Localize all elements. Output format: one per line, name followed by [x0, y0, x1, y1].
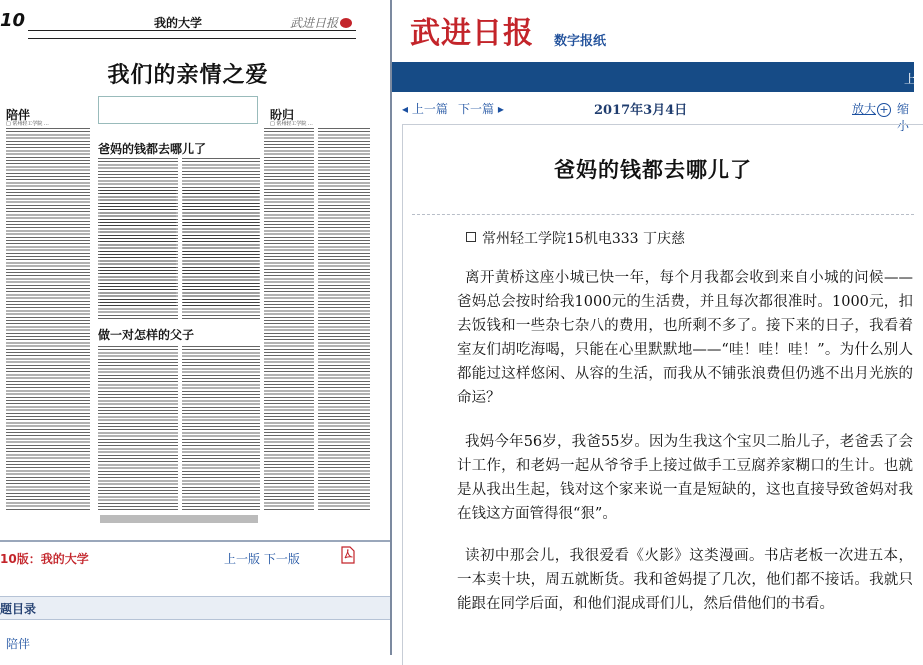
page-number: 10: [0, 10, 26, 31]
page-navigation: [0, 544, 390, 574]
masthead-small: [290, 14, 352, 31]
page-top-rule-2: [28, 38, 356, 39]
column-byline-peiban: □ 常州轻工学院 …: [6, 121, 49, 127]
newspaper-page-image[interactable]: [0, 0, 376, 540]
article-text-money-d: [183, 190, 259, 306]
pdf-icon[interactable]: [339, 546, 357, 564]
masthead-dot-icon: [340, 18, 352, 28]
page-section-title: 我的大学: [154, 16, 203, 30]
masthead-small-text: 武进日报: [290, 16, 339, 30]
column-text-pangui-a: [264, 128, 314, 512]
article-paragraph: 离开黄桥这座小城已快一年，每个月我都会收到来自小城的问候——爸妈总会按时给我1000元的生活费，并且每次都很准时。1000元，扣去饭钱和一些杂七杂八的费用，也所剩不多了。接下来的日子，我看着室友们胡吃海喝，只能在心里默默地——“哇！哇！哇！”。为什么别人都能过这样悠闲、从容的生活，而我从不铺张浪费但仍逃不出月光族的命运？: [457, 270, 913, 406]
zoom-in-icon: +: [877, 103, 891, 117]
brand-logo: 武进日报: [410, 16, 534, 51]
column-title-peiban: 陪伴: [6, 108, 31, 122]
article-paragraph: 读初中那会儿，我很爱看《火影》这类漫画。书店老板一次进五本，一本卖十块，周五就断货。我和爸妈提了几次，他们都不接话。我就只能跟在同学后面，和他们混成哥们儿，然后借他们的书看。: [457, 548, 913, 612]
article-text-father-a: [98, 346, 178, 512]
article-text-money-c: [100, 190, 176, 306]
article-pane: [392, 0, 914, 655]
column-byline-pangui: □ 常州轻工学院 …: [270, 121, 313, 127]
pull-quote-box: [98, 96, 258, 124]
article-headline-father[interactable]: 做一对怎样的父子: [98, 328, 195, 342]
zoom-out-button[interactable]: 缩小: [897, 102, 910, 133]
article-footer-strip: [100, 515, 258, 523]
page-section-link[interactable]: 10版：我的大学: [0, 552, 89, 566]
toc-title: 题目录: [0, 602, 37, 616]
column-text-pangui-b: [318, 128, 370, 512]
page-bottom-bar: [0, 540, 390, 542]
issue-date: 2017年3月4日: [594, 103, 688, 118]
edition-title: 我们的亲情之爱: [107, 62, 269, 88]
page-prev-next-links[interactable]: 上一版 下一版: [224, 552, 300, 566]
next-article-link[interactable]: 下一篇 ▸: [458, 102, 504, 116]
article-nav-row: [392, 96, 914, 133]
zoom-in-button[interactable]: [852, 100, 891, 117]
toc-header: [0, 596, 390, 620]
brand-subtitle: 数字报纸: [554, 34, 607, 49]
article-paragraph: 我妈今年56岁，我爸55岁。因为生我这个宝贝二胎儿子，老爸丢了会计工作，和老妈一起从爷爷手上接过做手工豆腐养家糊口的生计。也就是从我出生起，钱对这个家来说一直是短缺的，这也直接导致爸妈对我在钱这方面管得很“狠”。: [457, 434, 913, 522]
zoom-in-label: 放大: [852, 102, 877, 116]
article-title-rule: [412, 214, 914, 215]
top-nav-bar: [392, 62, 914, 92]
article-author-text: 常州轻工学院15机电333 丁庆慈: [482, 231, 685, 247]
article-text-father-b: [182, 346, 260, 512]
page-top-rule: [28, 30, 356, 31]
top-nav-link[interactable]: 上: [903, 72, 916, 86]
article-headline-money[interactable]: 爸妈的钱都去哪儿了: [98, 142, 207, 156]
column-text-peiban: [6, 128, 90, 512]
toc-item[interactable]: 陪伴: [6, 637, 31, 651]
bullet-square-icon: [466, 232, 476, 242]
column-title-pangui: 盼归: [270, 108, 295, 122]
article-title: 爸妈的钱都去哪儿了: [554, 158, 752, 182]
prev-article-link[interactable]: ◂ 上一篇: [402, 102, 448, 116]
page-preview-pane: [0, 0, 390, 655]
article-author: [466, 228, 685, 248]
